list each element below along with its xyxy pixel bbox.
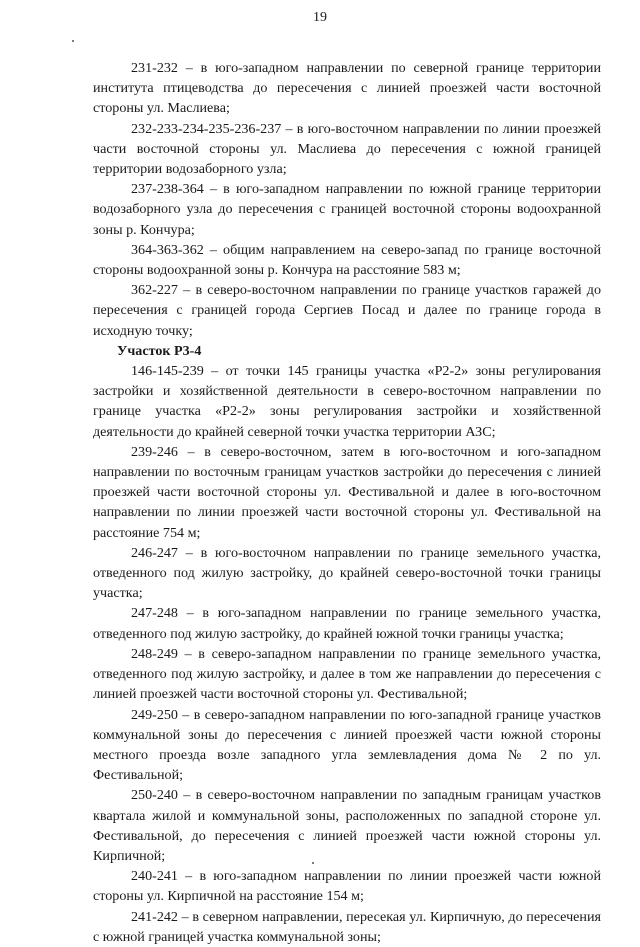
paragraph-146-239: 146-145-239 – от точки 145 границы участка «Р2-2» зоны регулирования застройки и хозяйственной деятельности в северо-восточном направлении по границе участка «Р2-2» зоны регулирования застройки и хозяйственной деятельности до крайней северной точки участка территории АЗС;	[93, 363, 601, 440]
document-body	[93, 58, 601, 947]
scan-speck	[312, 862, 314, 864]
paragraph-232-237: 232-233-234-235-236-237 – в юго-восточном направлении по линии проезжей части восточной стороны ул. Маслиева до пересечения с южной границей территории водозаборного узла;	[93, 120, 601, 178]
paragraph-247-248: 247-248 – в юго-западном направлении по границе земельного участка, отведенного под жилую застройку, до крайней южной точки границы участка;	[93, 605, 601, 642]
section-heading-r3-4: Участок Р3-4	[117, 342, 202, 359]
paragraph-239-246: 239-246 – в северо-восточном, затем в юго-восточном и юго-западном направлении по восточным границам участков застройки до пересечения с линией проезжей части восточной стороны ул. Фестивальной и далее в юго-восточном направлении по линии проезжей части восточной стороны ул. Фестивальной на расстояние 754 м;	[93, 443, 601, 541]
paragraph-250-240: 250-240 – в северо-восточном направлении по западным границам участков квартала жилой и коммунальной зоны, расположенных по западной стороне ул. Фестивальной, до пересечения с линией проезжей части южной стороны ул. Кирпичной;	[93, 787, 601, 864]
paragraph-231-232: 231-232 – в юго-западном направлении по северной границе территории института птицеводства до пересечения с линией проезжей части восточной стороны ул. Маслиева;	[93, 60, 601, 117]
paragraph-248-249: 248-249 – в северо-западном направлении по границе земельного участка, отведенного под жилую застройку, и далее в том же направлении до пересечения с линией проезжей части восточной стороны ул. Фестивальной;	[93, 645, 601, 703]
paragraph-364-362: 364-363-362 – общим направлением на северо-запад по границе восточной стороны водоохранной зоны р. Кончура на расстояние 583 м;	[93, 241, 601, 279]
paragraph-241-242: 241-242 – в северном направлении, пересекая ул. Кирпичную, до пересечения с южной границей участка коммунальной зоны;	[93, 908, 601, 945]
paragraph-249-250: 249-250 – в северо-западном направлении по юго-западной границе участков коммунальной зоны до пересечения с линией проезжей части южной стороны местного проезда возле западного угла землевладения дома № 2 по ул. Фестивальной;	[93, 706, 601, 784]
scan-speck	[72, 40, 74, 42]
page-number: 19	[313, 10, 327, 25]
paragraph-240-241: 240-241 – в юго-западном направлении по линии проезжей части южной стороны ул. Кирпичной на расстояние 154 м;	[93, 868, 601, 905]
paragraph-237-364: 237-238-364 – в юго-западном направлении по южной границе территории водозаборного узла до пересечения с границей восточной стороны водоохранной зоны р. Кончура;	[93, 181, 601, 238]
paragraph-246-247: 246-247 – в юго-восточном направлении по границе земельного участка, отведенного под жилую застройку, до крайней северо-восточной точки границы участка;	[93, 544, 601, 602]
paragraph-362-227: 362-227 – в северо-восточном направлении по границе участков гаражей до пересечения с границей города Сергиев Посад и далее по границе города в исходную точку;	[93, 282, 601, 339]
